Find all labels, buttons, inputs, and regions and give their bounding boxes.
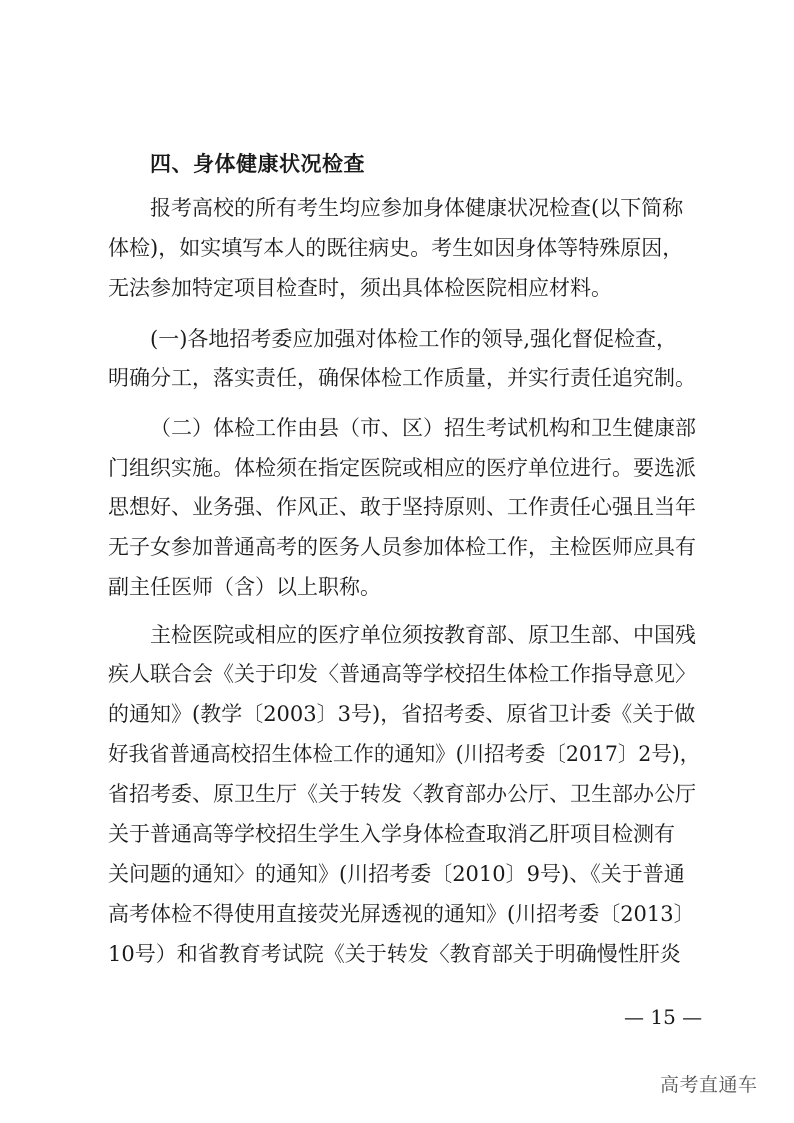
paragraph-line: 思想好、业务强、作风正、敢于坚持原则、工作责任心强且当年 (108, 495, 696, 519)
paragraph-line: 关问题的通知〉的通知》(川招考委〔2010〕9号)、《关于普通 (108, 862, 685, 886)
paragraph-line: 无子女参加普通高考的医务人员参加体检工作，主检医师应具有 (108, 535, 696, 559)
paragraph-line: 无法参加特定项目检查时，须出具体检医院相应材料。 (108, 276, 612, 300)
paragraph-line: 疾人联合会《关于印发〈普通高等学校招生体检工作指导意见〉 (108, 662, 696, 686)
paragraph-line: (一)各地招考委应加强对体检工作的领导,强化督促检查， (150, 327, 678, 351)
paragraph-line: 高考体检不得使用直接荧光屏透视的通知》(川招考委〔2013〕 (108, 902, 695, 926)
paragraph-line: 门组织实施。体检须在指定医院或相应的医疗单位进行。要选派 (108, 456, 696, 480)
paragraph-line: 体检)，如实填写本人的既往病史。考生如因身体等特殊原因， (108, 236, 684, 260)
page-number: — 15 — (624, 1005, 703, 1029)
paragraph-line: 好我省普通高校招生体检工作的通知》(川招考委〔2017〕2号)， (108, 742, 701, 766)
section-heading: 四、身体健康状况检查 (150, 152, 365, 176)
paragraph-line: （二）体检工作由县（市、区）招生考试机构和卫生健康部 (150, 416, 696, 440)
paragraph-line: 主检医院或相应的医疗单位须按教育部、原卫生部、中国残 (150, 623, 696, 647)
paragraph-line: 明确分工，落实责任，确保体检工作质量，并实行责任追究制。 (108, 366, 696, 390)
paragraph-line: 10号）和省教育考试院《关于转发〈教育部关于明确慢性肝炎 (108, 942, 681, 966)
paragraph-line: 副主任医师（含）以上职称。 (108, 575, 381, 599)
paragraph-line: 省招考委、原卫生厅《关于转发〈教育部办公厅、卫生部办公厅 (108, 782, 696, 806)
watermark: 高考直通车 (660, 1074, 758, 1096)
paragraph-line: 的通知》(教学〔2003〕3号)，省招考委、原省卫计委《关于做 (108, 702, 696, 726)
paragraph-line: 关于普通高等学校招生学生入学身体检查取消乙肝项目检测有 (108, 822, 675, 846)
paragraph-line: 报考高校的所有考生均应参加身体健康状况检查(以下简称 (150, 196, 684, 220)
